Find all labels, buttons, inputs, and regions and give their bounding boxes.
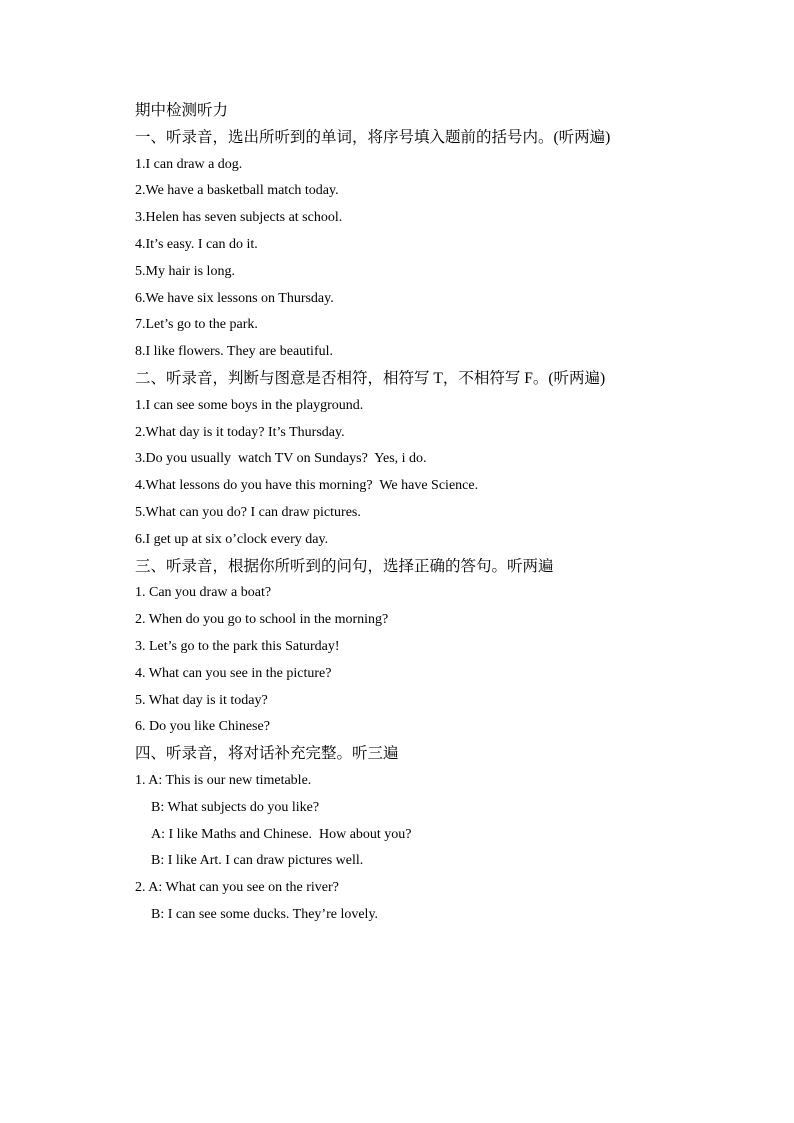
document-title: 期中检测听力 <box>135 102 229 119</box>
section-1-item: 4.It’s easy. I can do it. <box>135 236 258 252</box>
section-1-item: 3.Helen has seven subjects at school. <box>135 210 343 226</box>
section-1-item: 8.I like flowers. They are beautiful. <box>135 344 334 360</box>
section-3-item: 5. What day is it today? <box>135 692 268 708</box>
section-3-item: 1. Can you draw a boat? <box>135 585 272 601</box>
section-1-item: 2.We have a basketball match today. <box>135 183 339 199</box>
dialog-line: A: I like Maths and Chinese. How about you? <box>151 826 412 842</box>
section-3-item: 3. Let’s go to the park this Saturday! <box>135 638 340 654</box>
dialog-line: B: I like Art. I can draw pictures well. <box>151 853 364 869</box>
section-3-item: 6. Do you like Chinese? <box>135 719 270 735</box>
document-page <box>135 98 695 929</box>
section-4-heading: 四、听录音，将对话补充完整。听三遍 <box>135 745 399 763</box>
section-1-heading: 一、听录音，选出所听到的单词，将序号填入题前的括号内。(听两遍) <box>135 128 611 146</box>
section-2-item: 4.What lessons do you have this morning? We have Science. <box>135 478 479 494</box>
section-1-item: 5.My hair is long. <box>135 263 235 279</box>
section-3-item: 2. When do you go to school in the morning? <box>135 612 389 628</box>
section-2-item: 2.What day is it today? It’s Thursday. <box>135 424 345 440</box>
section-2-item: 5.What can you do? I can draw pictures. <box>135 504 361 520</box>
dialog-line: 2. A: What can you see on the river? <box>135 880 339 896</box>
section-2-item: 6.I get up at six o’clock every day. <box>135 531 329 547</box>
section-2-heading: 二、听录音，判断与图意是否相符，相符写 T，不相符写 F。(听两遍) <box>135 369 606 387</box>
section-2-item: 3.Do you usually watch TV on Sundays? Yes, i do. <box>135 451 427 467</box>
dialog-line: B: What subjects do you like? <box>151 799 320 815</box>
dialog-line: B: I can see some ducks. They’re lovely. <box>151 906 379 922</box>
dialog-line: 1. A: This is our new timetable. <box>135 772 312 788</box>
section-1-item: 6.We have six lessons on Thursday. <box>135 290 334 306</box>
section-3-heading: 三、听录音，根据你所听到的问句，选择正确的答句。听两遍 <box>135 557 554 575</box>
section-2-item: 1.I can see some boys in the playground. <box>135 397 364 413</box>
section-1-item: 7.Let’s go to the park. <box>135 317 258 333</box>
section-1-item: 1.I can draw a dog. <box>135 156 243 172</box>
section-3-item: 4. What can you see in the picture? <box>135 665 332 681</box>
